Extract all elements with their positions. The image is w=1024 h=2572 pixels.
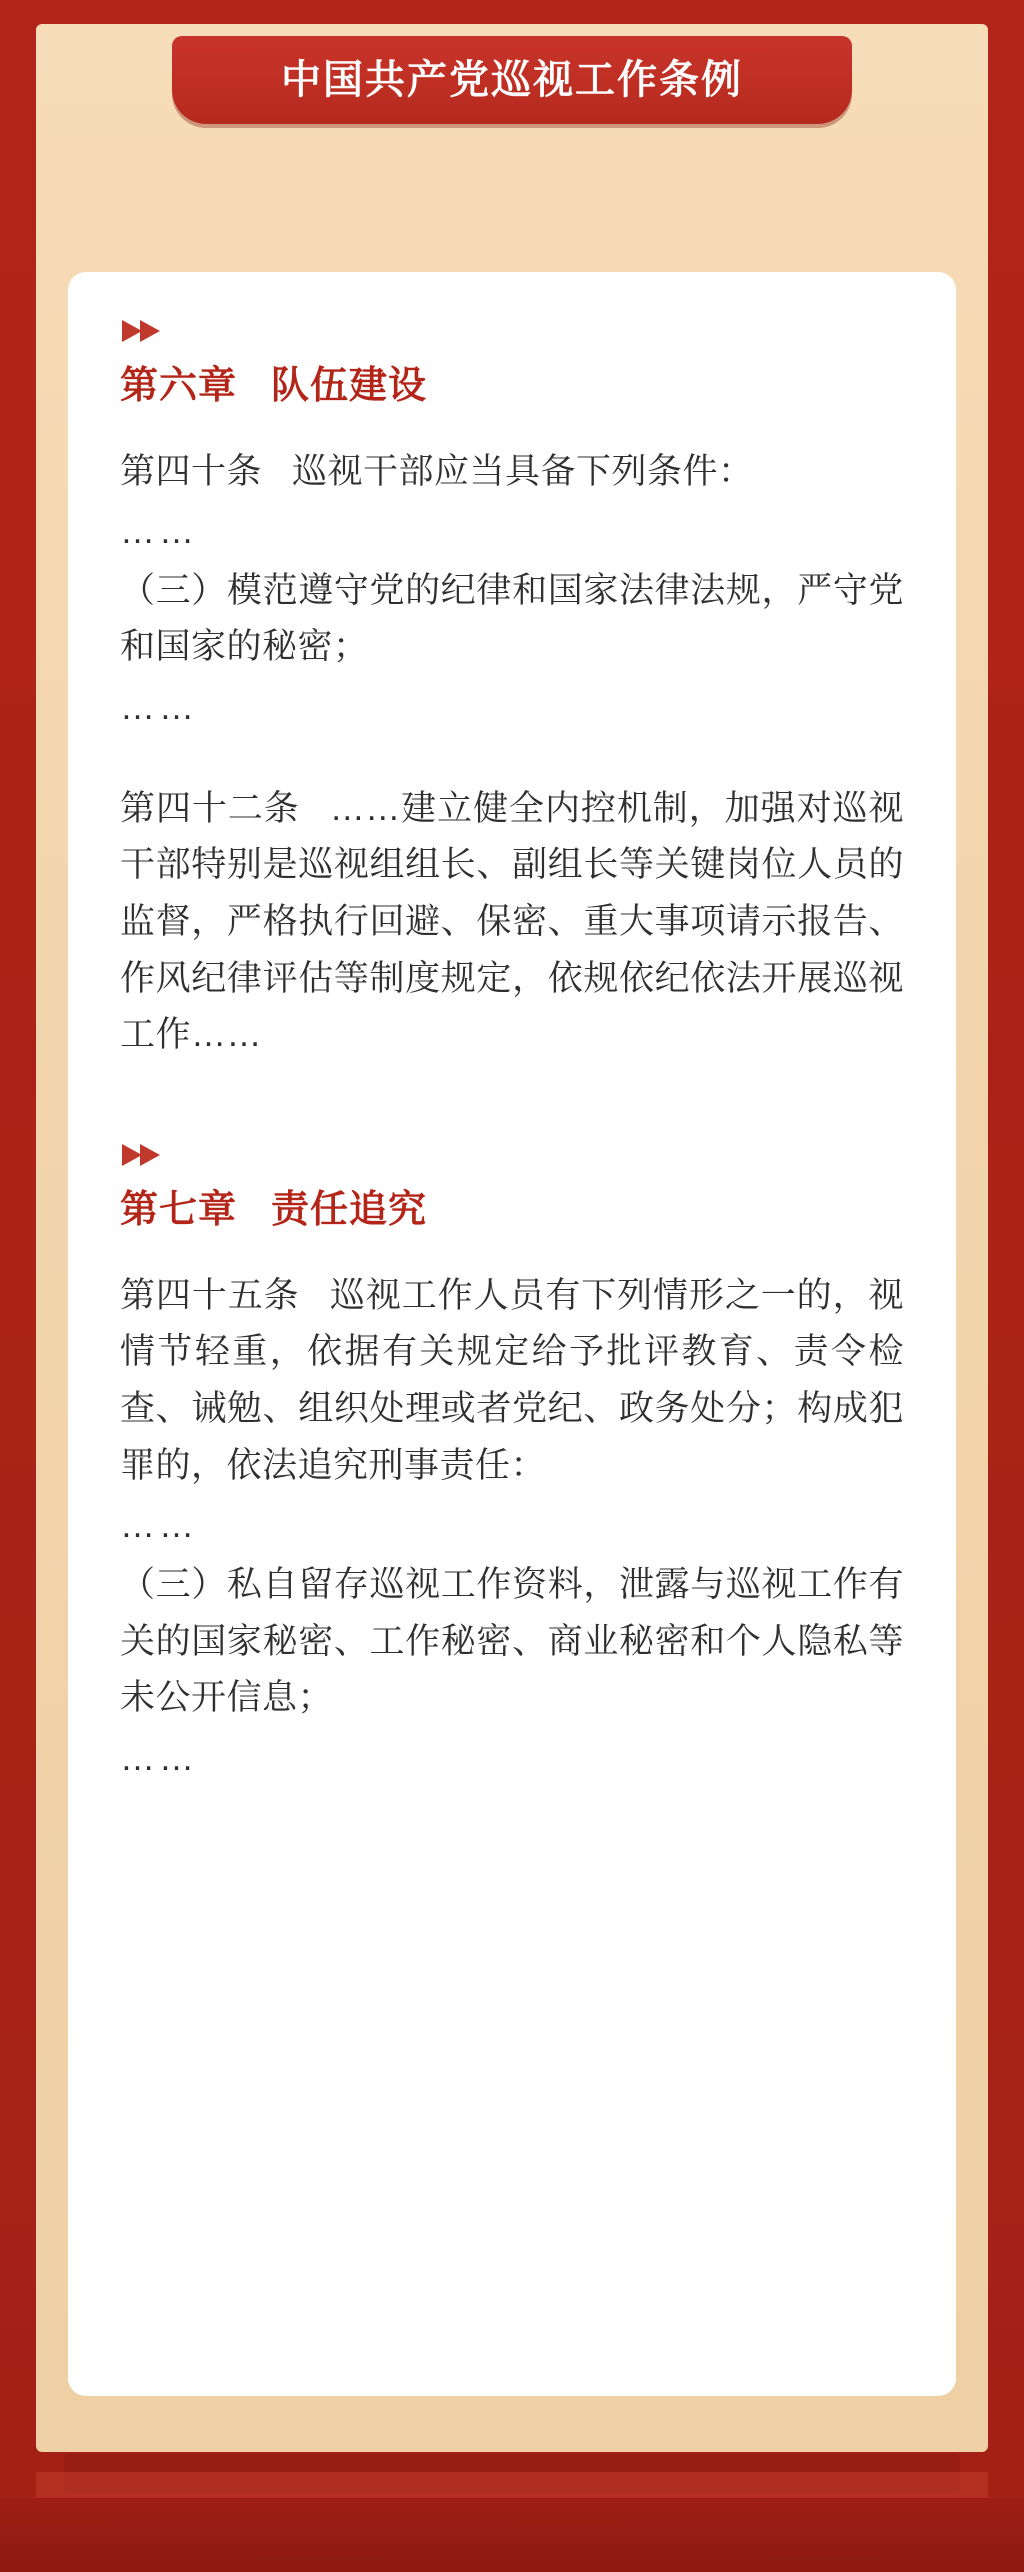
article-label: 第四十五条 [120,1275,300,1315]
ellipsis: …… [120,688,198,728]
ellipsis: …… [120,1506,198,1546]
double-chevron-right-icon [120,1140,172,1170]
article-label: 第四十二条 [120,788,300,828]
title-ribbon [172,36,852,132]
article-text: 巡视工作人员有下列情形之一的，视情节轻重，依据有关规定给予批评教育、责令检查、诫勉、组织处理或者党纪、政务处分；构成犯罪的，依法追究刑事责任： [120,1275,904,1485]
paragraph [120,1268,904,1495]
footer-strip [36,2472,988,2498]
ellipsis: …… [120,1739,198,1778]
chapter-title-1: 队伍建设 [271,365,428,407]
chapter-number-2: 第七章 [120,1189,238,1232]
chapter-heading-2 [120,1188,904,1234]
spacer [120,1070,904,1140]
double-chevron-right-icon [120,316,172,346]
article-text: ……建立健全内控机制，加强对巡视干部特别是巡视组组长、副组长等关键岗位人员的监督，严格执行回避、保密、重大事项请示报告、作风纪律评估等制度规定，依规依纪依法开展巡视工作…… [120,788,904,1055]
article-text: 巡视干部应当具备下列条件： [292,451,754,491]
ribbon-shape [172,36,852,124]
paragraph: （三）模范遵守党的纪律和国家法律法规，严守党和国家的秘密； [120,570,904,667]
content-card [68,272,956,2396]
paragraph: （三）私自留存巡视工作资料，泄露与巡视工作有关的国家秘密、工作秘密、商业秘密和个人隐私等未公开信息； [120,1564,904,1718]
article-label: 第四十条 [120,451,263,491]
page-title: 中国共产党巡视工作条例 [281,58,743,102]
paragraph [120,781,904,1064]
footer-bar [0,2498,1024,2572]
spacer [120,739,904,781]
ellipsis: …… [120,512,198,552]
paragraph [120,444,904,501]
chapter-number-1: 第六章 [120,365,238,407]
chapter-heading-1 [120,364,904,410]
chapter-title-2: 责任追究 [271,1189,428,1232]
